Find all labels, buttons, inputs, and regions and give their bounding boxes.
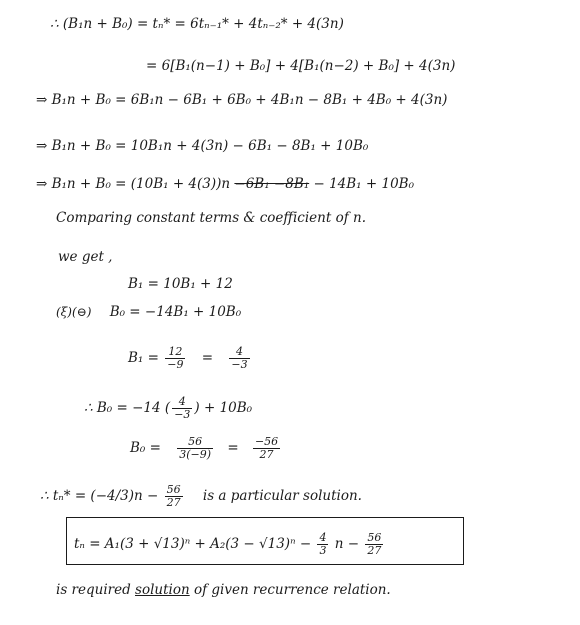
line-5-struck-text: −6B₁ −8B₁ [234,176,310,192]
line-4: ⇒ B₁n + B₀ = 10B₁n + 4(3n) − 6B₁ − 8B₁ + 10B₀ [36,138,369,154]
fraction-minus-56-over-27: $\frac{-56}{27}$ [254,435,279,461]
line-12: B₀ = $\frac{56}{3(-9)}$ = $\frac{-56}{27}$ [130,435,279,461]
line-9 [56,304,241,320]
fraction-56-over-27: $\frac{56}{27}$ [166,483,181,509]
line-8: B₁ = 10B₁ + 12 [128,276,233,292]
fraction-12-over-minus-9: $\frac{12}{-9}$ [167,345,184,371]
line-7: we get , [58,249,113,265]
line-12-left: B₀ = [130,440,161,456]
line-5-main: ⇒ B₁n + B₀ = (10B₁ + 4(3))n [36,176,231,192]
line-5-tail: − 14B₁ + 10B₀ [313,176,414,192]
line-14-mid: n − [334,536,360,552]
fraction-4-over-minus-3-b: $\frac{4}{-3}$ [174,395,191,421]
line-11-left: ∴ B₀ = −14 [84,400,161,416]
fraction-4-over-3: $\frac{4}{3}$ [319,531,327,557]
line-13-left: ∴ tₙ* = (−4/3)n − [40,488,159,504]
line-15: is required solution of given recurrence relation. [56,582,391,598]
line-10-left: B₁ = [128,350,159,366]
line-13-right: is a particular solution. [202,488,362,504]
line-6: Comparing constant terms & coefficient of n. [56,210,366,226]
line-1: ∴ (B₁n + B₀) = tₙ* = 6tₙ₋₁* + 4tₙ₋₂* + 4(3n) [50,16,344,32]
line-14 [74,532,385,557]
line-3: ⇒ B₁n + B₀ = 6B₁n − 6B₁ + 6B₀ + 4B₁n − 8B₁ + 4B₀ + 4(3n) [36,92,448,108]
underlined-word: solution [135,582,190,598]
line-9-equation: B₀ = −14B₁ + 10B₀ [109,304,242,320]
line-5 [36,176,414,192]
line-10: B₁ = $\frac{12}{-9}$ = $\frac{4}{-3}$ [128,345,248,371]
fraction-56-over-3-times-minus-9: $\frac{56}{3(-9)}$ [179,435,212,461]
line-13 [40,484,362,509]
line-2: = 6[B₁(n−1) + B₀] + 4[B₁(n−2) + B₀] + 4(3n) [146,58,456,74]
fraction-4-over-minus-3: $\frac{4}{-3}$ [231,345,248,371]
fraction-56-over-27-b: $\frac{56}{27}$ [367,531,382,557]
line-9-tag: (ξ)(⊖) [56,305,92,319]
line-11-right: + 10B₀ [203,400,253,416]
line-14-left: tₙ = A₁(3 + √13)ⁿ + A₂(3 − √13)ⁿ − [74,536,312,552]
line-11: ∴ B₀ = −14 ( $\frac{4}{-3}$ ) + 10B₀ [84,395,253,421]
